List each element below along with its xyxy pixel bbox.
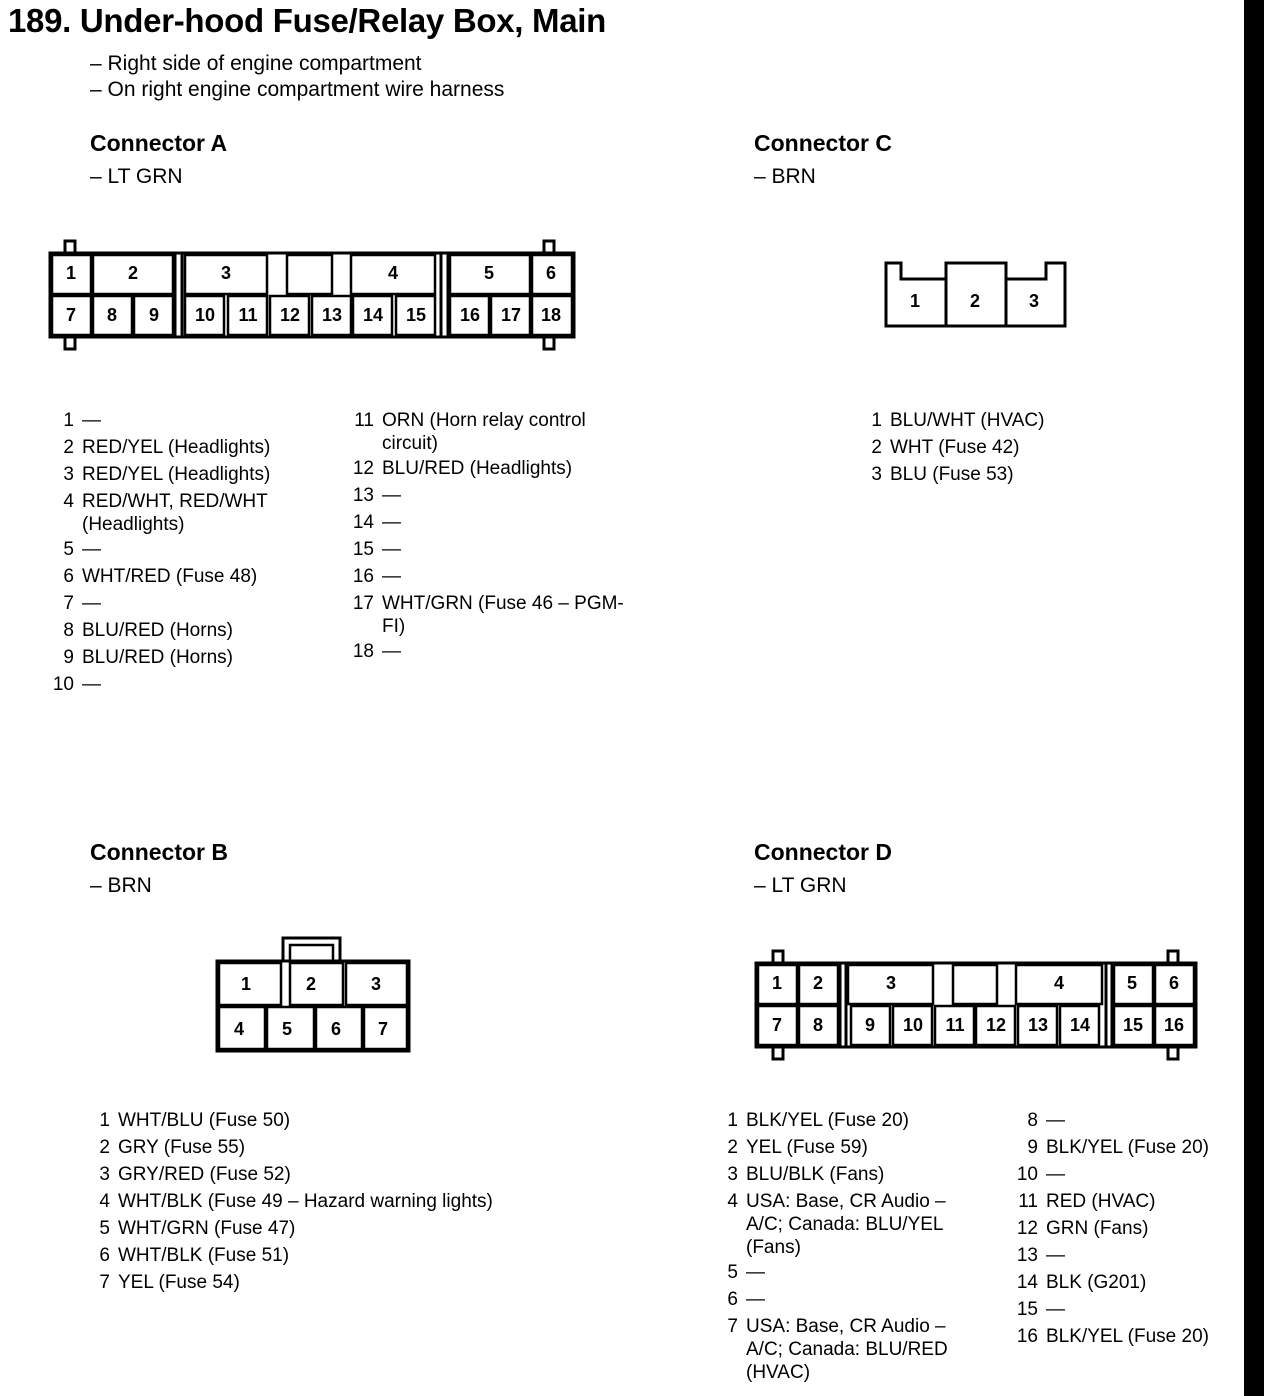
pin-number: 2 <box>99 1137 110 1158</box>
pin-list-item <box>52 488 342 536</box>
pin-number: 14 <box>352 512 374 533</box>
pin-number: 5 <box>99 1218 110 1239</box>
pin-description: — <box>746 1289 765 1310</box>
pin-description: USA: Base, CR Audio – A/C; Canada: BLU/RED (HVAC) <box>746 1316 948 1383</box>
pin-description: WHT/BLU (Fuse 50) <box>118 1110 291 1131</box>
connector-a-cavity-14: 14 <box>362 305 384 325</box>
connector-c-cavity-2: 2 <box>969 291 981 311</box>
pin-list-item <box>88 1161 548 1188</box>
pin-number: 2 <box>727 1137 738 1158</box>
pin-list-item <box>716 1313 986 1384</box>
connector-d-pin-list-left <box>716 1107 986 1384</box>
connector-d-cavity-10: 10 <box>902 1015 924 1035</box>
pin-description: BLU (Fuse 53) <box>890 464 1014 485</box>
connector-a-cavity-9: 9 <box>148 305 160 325</box>
connector-a-cavity-7: 7 <box>65 305 77 325</box>
connector-a-cavity-4: 4 <box>387 263 399 283</box>
pin-description: — <box>82 593 101 614</box>
pin-number: 3 <box>63 464 74 485</box>
connector-d-pin-list-right <box>1016 1107 1241 1350</box>
pin-number: 9 <box>1027 1137 1038 1158</box>
connector-a-pin-list-right <box>352 407 632 665</box>
pin-description: WHT (Fuse 42) <box>890 437 1020 458</box>
pin-number: 15 <box>352 539 374 560</box>
pin-description: — <box>382 512 401 533</box>
pin-number: 1 <box>99 1110 110 1131</box>
pin-number: 7 <box>99 1272 110 1293</box>
pin-description: WHT/BLK (Fuse 51) <box>118 1245 290 1266</box>
connector-d-cavity-5: 5 <box>1126 973 1138 993</box>
pin-list-item <box>1016 1296 1241 1323</box>
connector-a-cavity-17: 17 <box>500 305 522 325</box>
connector-d-cavity-3: 3 <box>885 973 897 993</box>
connector-b-cavity-7: 7 <box>377 1019 389 1039</box>
pin-description: GRY (Fuse 55) <box>118 1137 246 1158</box>
pin-list-item <box>88 1134 548 1161</box>
pin-description: YEL (Fuse 54) <box>118 1272 240 1293</box>
pin-description: WHT/BLK (Fuse 49 – Hazard warning lights) <box>118 1191 493 1212</box>
connector-a-cavity-8: 8 <box>106 305 118 325</box>
pin-list-item <box>716 1134 986 1161</box>
pin-list-item <box>860 434 1190 461</box>
pin-list-item <box>1016 1161 1241 1188</box>
pin-description: BLU/RED (Headlights) <box>382 458 573 479</box>
pin-list-item <box>52 563 342 590</box>
pin-list-item <box>52 461 342 488</box>
pin-number: 16 <box>1016 1326 1038 1347</box>
pin-list-item <box>352 509 632 536</box>
pin-description: — <box>1046 1299 1065 1320</box>
pin-description: BLK/YEL (Fuse 20) <box>746 1110 909 1131</box>
connector-b-cavity-4: 4 <box>233 1019 245 1039</box>
pin-list-item <box>1016 1242 1241 1269</box>
connector-d-cavity-13: 13 <box>1027 1015 1049 1035</box>
pin-description: — <box>382 485 401 506</box>
pin-list-item <box>860 461 1190 488</box>
pin-description: RED (HVAC) <box>1046 1191 1156 1212</box>
pin-number: 1 <box>727 1110 738 1131</box>
pin-description: BLK/YEL (Fuse 20) <box>1046 1137 1209 1158</box>
pin-list-item <box>52 434 342 461</box>
connector-b-diagram <box>212 933 414 1057</box>
connector-d-cavity-4: 4 <box>1053 973 1065 993</box>
pin-number: 8 <box>1027 1110 1038 1131</box>
pin-list-item <box>88 1269 548 1296</box>
pin-number: 12 <box>1016 1218 1038 1239</box>
connector-a-cavity-1: 1 <box>65 263 77 283</box>
connector-c-color: – BRN <box>754 165 816 188</box>
pin-list-item <box>716 1161 986 1188</box>
pin-description: WHT/RED (Fuse 48) <box>82 566 258 587</box>
connector-a-cavity-13: 13 <box>321 305 343 325</box>
connector-c-title: Connector C <box>754 130 892 156</box>
connector-b-cavity-3: 3 <box>370 974 382 994</box>
pin-list-item <box>716 1259 986 1286</box>
pin-number: 8 <box>63 620 74 641</box>
pin-list-item <box>52 617 342 644</box>
pin-description: BLU/WHT (HVAC) <box>890 410 1045 431</box>
connector-b-pin-list <box>88 1107 548 1296</box>
pin-list-item <box>52 590 342 617</box>
connector-d-cavity-16: 16 <box>1163 1015 1185 1035</box>
pin-number: 2 <box>871 437 882 458</box>
pin-list-item <box>52 671 342 698</box>
pin-description: BLU/RED (Horns) <box>82 620 233 641</box>
pin-number: 2 <box>63 437 74 458</box>
connector-a-color: – LT GRN <box>90 165 183 188</box>
connector-a-cavity-12: 12 <box>279 305 301 325</box>
connector-d-cavity-11: 11 <box>945 1015 965 1035</box>
pin-list-item <box>1016 1107 1241 1134</box>
connector-d-cavity-2: 2 <box>812 973 824 993</box>
connector-a-cavity-16: 16 <box>459 305 481 325</box>
pin-list-item <box>88 1215 548 1242</box>
connector-a-cavity-11: 11 <box>238 305 258 325</box>
connector-a-cavity-2: 2 <box>127 263 139 283</box>
connector-b-cavity-2: 2 <box>305 974 317 994</box>
pin-list-item <box>52 407 342 434</box>
connector-b-cavity-6: 6 <box>330 1019 342 1039</box>
pin-description: RED/YEL (Headlights) <box>82 437 271 458</box>
pin-number: 7 <box>727 1316 738 1337</box>
pin-list-item <box>860 407 1190 434</box>
pin-description: GRY/RED (Fuse 52) <box>118 1164 291 1185</box>
connector-a-cavity-18: 18 <box>540 305 562 325</box>
pin-number: 4 <box>63 491 74 512</box>
connector-d-cavity-8: 8 <box>812 1015 824 1035</box>
pin-list-item <box>352 482 632 509</box>
pin-description: — <box>82 539 101 560</box>
connector-d-cavity-9: 9 <box>864 1015 876 1035</box>
connector-b-title: Connector B <box>90 839 228 865</box>
pin-description: BLU/RED (Horns) <box>82 647 233 668</box>
pin-number: 3 <box>727 1164 738 1185</box>
pin-list-item <box>352 455 632 482</box>
pin-number: 12 <box>352 458 374 479</box>
connector-d-cavity-15: 15 <box>1122 1015 1144 1035</box>
pin-description: WHT/GRN (Fuse 47) <box>118 1218 296 1239</box>
pin-list-item <box>1016 1188 1241 1215</box>
pin-list-item <box>1016 1134 1241 1161</box>
pin-number: 18 <box>352 641 374 662</box>
location-line-1: – Right side of engine compartment <box>90 52 422 75</box>
pin-list-item <box>88 1242 548 1269</box>
pin-list-item <box>88 1107 548 1134</box>
pin-number: 14 <box>1016 1272 1038 1293</box>
connector-a-cavity-15: 15 <box>405 305 427 325</box>
connector-d-cavity-12: 12 <box>985 1015 1007 1035</box>
pin-number: 7 <box>63 593 74 614</box>
connector-a-title: Connector A <box>90 130 228 156</box>
pin-number: 1 <box>871 410 882 431</box>
pin-number: 16 <box>352 566 374 587</box>
connector-a-cavity-3: 3 <box>220 263 232 283</box>
pin-list-item <box>716 1286 986 1313</box>
pin-number: 4 <box>99 1191 110 1212</box>
connector-d-title: Connector D <box>754 839 892 865</box>
pin-list-item <box>716 1188 986 1259</box>
pin-number: 11 <box>1018 1191 1038 1212</box>
pin-description: WHT/GRN (Fuse 46 – PGM-FI) <box>382 593 624 637</box>
connector-a-pin-list-left <box>52 407 342 698</box>
connector-b-cavity-1: 1 <box>240 974 252 994</box>
pin-description: GRN (Fans) <box>1046 1218 1149 1239</box>
pin-description: YEL (Fuse 59) <box>746 1137 868 1158</box>
connector-c-cavity-1: 1 <box>909 291 921 311</box>
pin-list-item <box>352 407 632 455</box>
connector-c-pin-list <box>860 407 1190 488</box>
connector-a-cavity-10: 10 <box>194 305 216 325</box>
connector-a-cavity-5: 5 <box>483 263 495 283</box>
pin-number: 13 <box>1016 1245 1038 1266</box>
pin-list-item <box>352 563 632 590</box>
connector-b-cavity-5: 5 <box>281 1019 293 1039</box>
pin-list-item <box>352 638 632 665</box>
page-title: 189. Under-hood Fuse/Relay Box, Main <box>8 2 606 39</box>
connector-a-diagram <box>44 236 580 354</box>
connector-c-diagram <box>880 258 1072 332</box>
pin-description: — <box>1046 1245 1065 1266</box>
pin-description: USA: Base, CR Audio – A/C; Canada: BLU/YEL (Fans) <box>746 1191 946 1258</box>
pin-number: 10 <box>52 674 74 695</box>
pin-description: — <box>382 539 401 560</box>
pin-description: BLK/YEL (Fuse 20) <box>1046 1326 1209 1347</box>
pin-number: 9 <box>63 647 74 668</box>
connector-d-diagram <box>750 946 1202 1064</box>
pin-number: 6 <box>727 1289 738 1310</box>
pin-list-item <box>716 1107 986 1134</box>
pin-number: 5 <box>63 539 74 560</box>
connector-d-color: – LT GRN <box>754 874 847 897</box>
pin-description: — <box>82 410 101 431</box>
connector-b-color: – BRN <box>90 874 152 897</box>
pin-description: — <box>746 1262 765 1283</box>
pin-description: — <box>1046 1110 1065 1131</box>
pin-number: 3 <box>99 1164 110 1185</box>
pin-list-item <box>1016 1269 1241 1296</box>
pin-number: 11 <box>354 410 374 431</box>
pin-number: 17 <box>352 593 374 614</box>
pin-number: 1 <box>63 410 74 431</box>
pin-description: — <box>82 674 101 695</box>
pin-list-item <box>52 644 342 671</box>
connector-d-cavity-1: 1 <box>771 973 783 993</box>
pin-description: — <box>382 641 401 662</box>
pin-description: BLU/BLK (Fans) <box>746 1164 885 1185</box>
pin-list-item <box>52 536 342 563</box>
pin-description: — <box>1046 1164 1065 1185</box>
connector-d-cavity-14: 14 <box>1069 1015 1091 1035</box>
pin-description: ORN (Horn relay control circuit) <box>382 410 586 454</box>
pin-number: 13 <box>352 485 374 506</box>
connector-c-cavity-3: 3 <box>1028 291 1040 311</box>
pin-number: 3 <box>871 464 882 485</box>
connector-d-cavity-6: 6 <box>1168 973 1180 993</box>
pin-list-item <box>1016 1215 1241 1242</box>
pin-number: 4 <box>727 1191 738 1212</box>
location-line-2: – On right engine compartment wire harness <box>90 78 505 101</box>
pin-number: 6 <box>99 1245 110 1266</box>
pin-description: RED/YEL (Headlights) <box>82 464 271 485</box>
pin-list-item <box>352 590 632 638</box>
pin-description: RED/WHT, RED/WHT (Headlights) <box>82 491 268 535</box>
connector-a-cavity-6: 6 <box>545 263 557 283</box>
pin-description: BLK (G201) <box>1046 1272 1147 1293</box>
pin-list-item <box>88 1188 548 1215</box>
connector-d-cavity-7: 7 <box>771 1015 783 1035</box>
pin-number: 10 <box>1016 1164 1038 1185</box>
page-edge-bar <box>1244 0 1264 1396</box>
pin-list-item <box>1016 1323 1241 1350</box>
pin-number: 15 <box>1016 1299 1038 1320</box>
pin-description: — <box>382 566 401 587</box>
pin-number: 5 <box>727 1262 738 1283</box>
pin-number: 6 <box>63 566 74 587</box>
pin-list-item <box>352 536 632 563</box>
